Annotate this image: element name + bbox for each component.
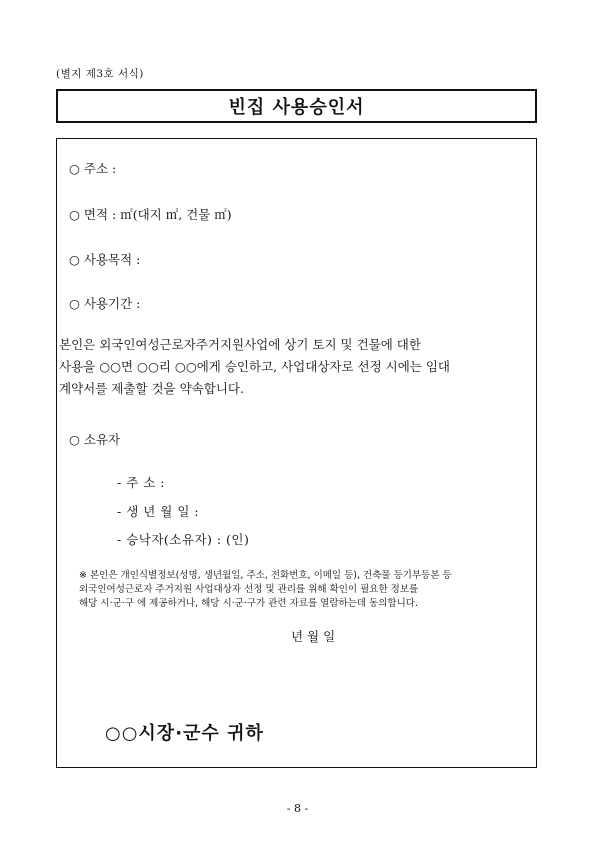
form-number-label: (별지 제3호 서식) bbox=[56, 68, 144, 80]
privacy-notice bbox=[79, 569, 519, 611]
statement-line: 본인은 외국인여성근로자주거지원사업에 상기 토지 및 건물에 대한 bbox=[59, 337, 421, 352]
statement-line: 계약서를 제출할 것을 약속합니다. bbox=[59, 381, 244, 396]
owner-address: - 주 소 : bbox=[117, 475, 166, 490]
recipient: ○○시장·군수 귀하 bbox=[105, 723, 264, 744]
owner-heading: ○ 소유자 bbox=[69, 432, 121, 447]
notice-line: 외국인여성근로자 주거지원 사업대상자 선정 및 관리를 위해 확인이 필요한 정보를 bbox=[79, 584, 419, 595]
address-field: ○ 주소 : bbox=[69, 161, 117, 176]
title-box bbox=[56, 89, 537, 123]
consent-statement bbox=[59, 334, 533, 400]
statement-line: 사용을 ○○면 ○○리 ○○에게 승인하고, 사업대상자로 선정 시에는 임대 bbox=[59, 359, 451, 374]
notice-line: ※ 본인은 개인식별정보(성명, 생년월일, 주소, 전화번호, 이메일 등), 건축물 등기부등본 등 bbox=[79, 570, 452, 581]
form-body bbox=[56, 138, 537, 768]
owner-birthdate: - 생 년 월 일 : bbox=[117, 504, 200, 519]
area-field: ○ 면적 : ㎡(대지 ㎡, 건물 ㎡) bbox=[69, 207, 232, 222]
signature-date: 년 월 일 bbox=[291, 629, 336, 644]
purpose-field: ○ 사용목적 : bbox=[69, 252, 141, 267]
period-field: ○ 사용기간 : bbox=[69, 296, 141, 311]
document-title: 빈집 사용승인서 bbox=[228, 97, 365, 118]
notice-line: 해당 시·군·구 에 제공하거나, 해당 시·군·구가 관련 자료를 열람하는데 동의합니다. bbox=[79, 598, 418, 609]
page-number: - 8 - bbox=[286, 802, 309, 815]
owner-consenter: - 승낙자(소유자) : (인) bbox=[117, 532, 250, 547]
